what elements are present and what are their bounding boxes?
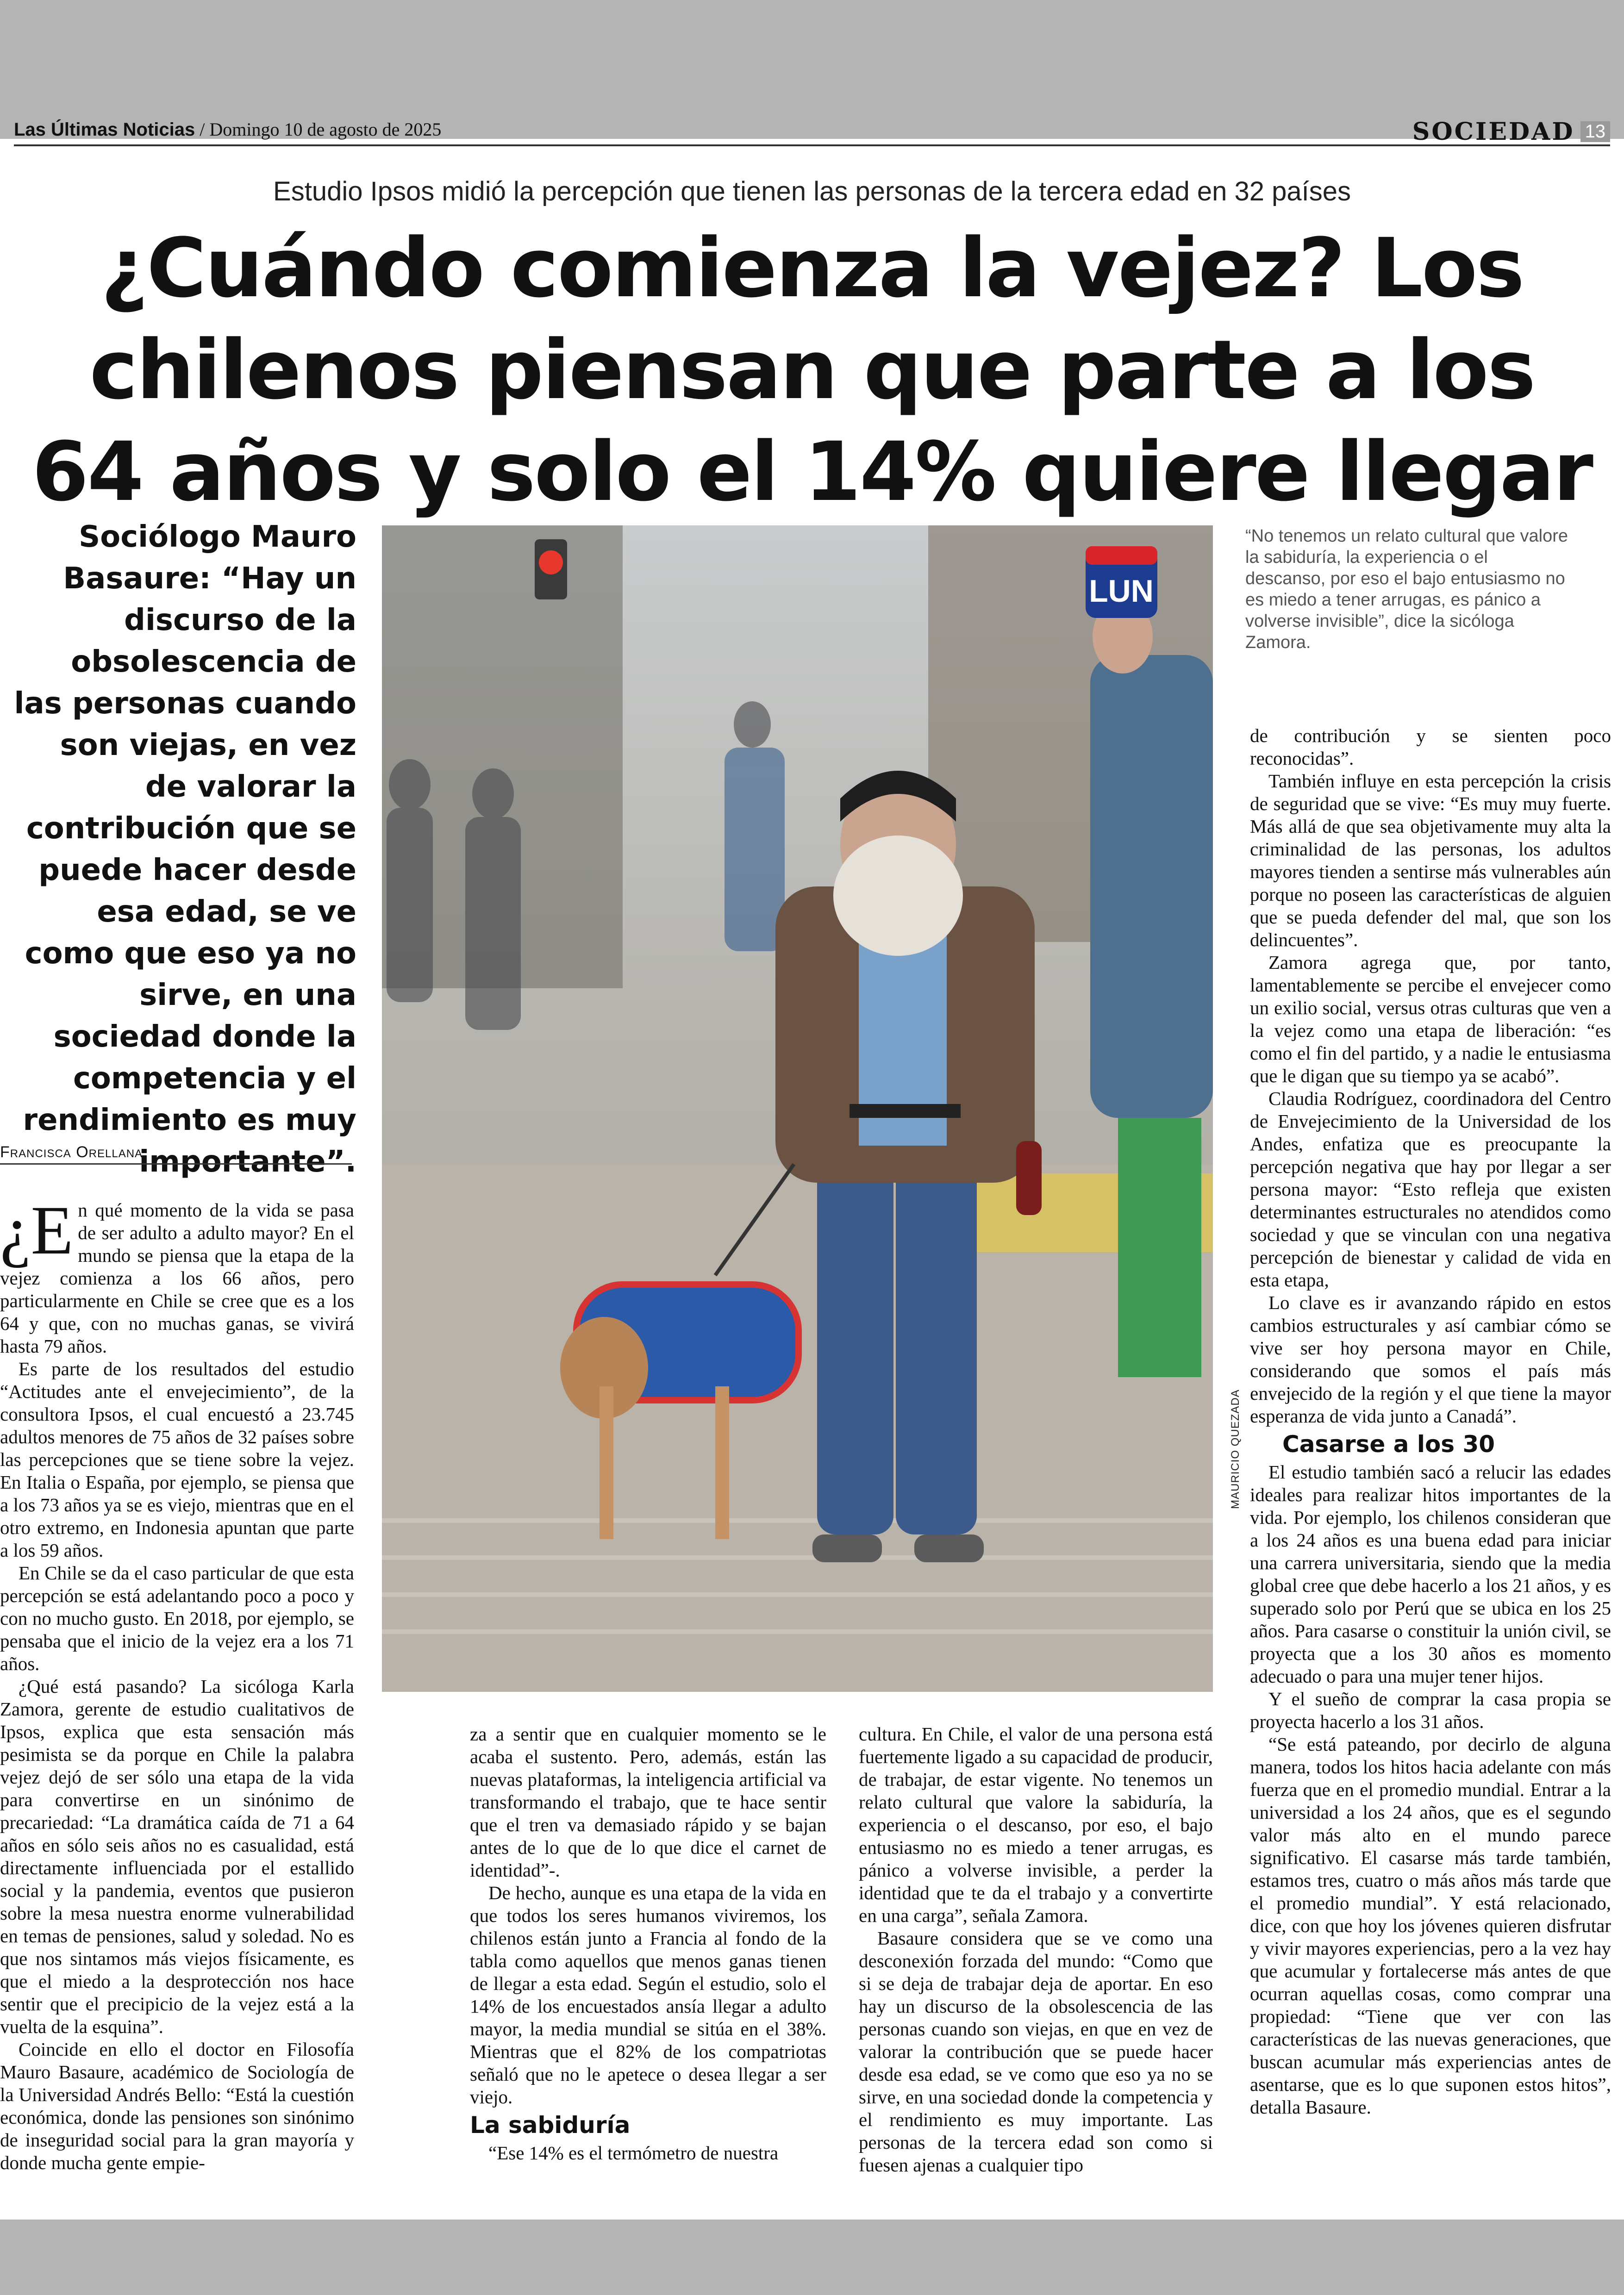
lun-logo-band	[1086, 546, 1157, 565]
masthead-right	[1412, 118, 1610, 146]
paragraph: de contribución y se sienten poco reconocidas”.	[1250, 725, 1611, 769]
paragraph: Es parte de los resultados del estudio “Actitudes ante el envejecimiento”, de la consultora Ipsos, el cual encuestó a 23.745 adultos menores de 75 años de 32 países sobre las percepciones que se tiene sobre la vejez. En Italia o España, por ejemplo, se piensa que a los 73 años ya se es viejo, mientras que en el otro extremo, en Indonesia apuntan que parte a los 59 años.	[0, 1358, 354, 1561]
issue-date: Domingo 10 de agosto de 2025	[209, 119, 442, 140]
photo-caption: “No tenemos un relato cultural que valore la sabiduría, la experiencia o el descanso, por eso el bajo entusiasmo no es miedo a tener arrugas, es pánico a volverse invisible”, dice la sicóloga Zamora.	[1245, 526, 1568, 652]
drop-cap: ¿E	[0, 1192, 74, 1269]
paragraph: Y el sueño de comprar la casa propia se proyecta hacerlo a los 31 años.	[1250, 1688, 1611, 1732]
paragraph: Basaure considera que se ve como una desconexión forzada del mundo: “Como que si se deja de trabajar deja de aportar. En eso hay un discurso de la obsolescencia de las personas cuando son viejas, en que en vez de valorar la contribución que se puede hacer desde esa edad, se ve como que eso ya no se sirve, en una sociedad donde la competencia y el rendimiento es muy importante. Las personas de la tercera edad son como si fuesen ajenas a cualquier tipo	[859, 1927, 1213, 2176]
dog-back-leg	[715, 1386, 729, 1539]
paragraph: El estudio también sacó a relucir las edades ideales para realizar hitos importantes de la vida. Por ejemplo, los chilenos consideran que a los 24 años es una buena edad para iniciar una carrera universitaria, siendo que la media global cree que debe hacerlo a los 21 años, y es superado solo por Perú que se ubica en los 25 años. Para casarse o constituir la unión civil, se proyecta que a los 30 años es momento adecuado o para una mujer tener hijos.	[1250, 1461, 1611, 1687]
byline-rule	[0, 1143, 352, 1165]
main-photo	[382, 525, 1213, 1692]
headline: ¿Cuándo comienza la vejez? Los chilenos piensan que parte a los 64 años y solo el 14% quiere llegar	[32, 221, 1592, 519]
paragraph	[0, 1192, 354, 1358]
traffic-light-red	[539, 550, 563, 574]
paragraph: Claudia Rodríguez, coordinadora del Centro de Envejecimiento de la Universidad de los Andes, enfatiza que es preocupante la percepción negativa que hay por llegar a ser persona mayor: “Esto refleja que existen determinantes estructurales no atendidos como sociedad y que se vinculan con una negativa percepción de bienestar y calidad de vida en esta etapa,	[1250, 1088, 1611, 1291]
byline: Francisca Orellana	[0, 1143, 143, 1161]
section-name: SOCIEDAD	[1412, 118, 1575, 146]
paragraph: En Chile se da el caso particular de que esta percepción se está adelantando poco a poco y con no mucho gusto. En 2018, por ejemplo, se pensaba que el inicio de la vejez era a los 71 años.	[0, 1562, 354, 1674]
man-beard	[833, 836, 963, 956]
paragraph: Coincide en ello el doctor en Filosofía Mauro Basaure, académico de Sociología de la Universidad Andrés Bello: “Está la cuestión económica, donde las pensiones son sinónimo de inseguridad social para la gran mayoría y donde mucha gente empie-	[0, 2039, 354, 2173]
soda-bottle	[1016, 1141, 1042, 1215]
lun-logo-text: LUN	[1089, 574, 1154, 609]
paper-name: Las Últimas Noticias	[14, 119, 195, 140]
subhead: La sabiduría	[470, 2112, 631, 2139]
subhead: Casarse a los 30	[1282, 1431, 1495, 1458]
paragraph: Zamora agrega que, por tanto, lamentablemente se percibe el envejecer como un exilio social, versus otras culturas que ven a la vejez como una etapa de liberación: “es como el fin del partido, y a nadie le entusiasma que le digan que su tiempo ya se acabó”.	[1250, 952, 1611, 1086]
paragraph: Lo clave es ir avanzando rápido en estos cambios estructurales y así cambiar cómo se vive ser hoy persona mayor en Chile, considerando que somos el país más envejecido de la región y el que tiene la mayor esperanza de vida junto a Canadá”.	[1250, 1292, 1611, 1427]
paragraph-text: n qué momento de la vida se pasa de ser adulto a adulto mayor? En el mundo se piensa que la etapa de la vejez comienza a los 66 años, pero particularmente en Chile se cree que es a los 64 y que, con no muchas ganas, se vivirá hasta 79 años.	[0, 1199, 354, 1357]
man-belt	[849, 1104, 961, 1118]
man-right-shoe	[914, 1534, 984, 1562]
page-number: 13	[1580, 121, 1611, 142]
kicker: Estudio Ipsos midió la percepción que tienen las personas de la tercera edad en 32 países	[273, 176, 1351, 206]
paragraph: De hecho, aunque es una etapa de la vida en que todos los seres humanos viviremos, los chilenos están junto a Francia al fondo de la tabla como aquellos que menos ganas tienen de llegar a esta edad. Según el estudio, solo el 14% de los encuestados ansía llegar a adulto mayor, la media mundial se sitúa en el 38%. Mientras que el 82% de los compatriotas señaló que no le apetece o desea llegar a ser viejo.	[470, 1882, 826, 2108]
man-left-leg	[817, 1164, 893, 1534]
article-column-2	[470, 1723, 826, 2164]
paragraph: cultura. En Chile, el valor de una persona está fuertemente ligado a su capacidad de producir, de trabajar, de estar vigente. No tenemos un relato cultural que valore la sabiduría, la experiencia o el descanso, por eso, el bajo entusiasmo no es miedo a tener arrugas, es pánico a volverse invisible, a perder la identidad que te da el trabajo y a convertirte en una carga”, señala Zamora.	[859, 1723, 1213, 1926]
masthead-left: Las Últimas Noticias / Domingo 10 de agosto de 2025	[14, 119, 442, 140]
paragraph: También influye en esta percepción la crisis de seguridad que se vive: “Es muy muy fuerte. Más allá de que sea objetivamente muy alta la criminalidad de las personas, los adultos mayores tienden a sentirse más vulnerables aún porque no poseen las características de alguien que se pueda defender del mal, que son los delincuentes”.	[1250, 770, 1611, 950]
man-left-shoe	[812, 1534, 882, 1562]
photo-illustration	[382, 525, 1213, 1692]
article-column-1	[0, 1192, 354, 2174]
photo-credit: MAURICIO QUEZADA	[1229, 1389, 1242, 1509]
article-column-3	[859, 1723, 1213, 2177]
pull-quote: Sociólogo Mauro Basaure: “Hay un discurso de la obsolescencia de las personas cuando son viejas, en vez de valorar la contribución que se puede hacer desde esa edad, se ve como que eso ya no sirve, en una sociedad donde la competencia y el rendimiento es muy importante”.	[14, 520, 356, 1179]
bottom-gray-band	[0, 2220, 1624, 2295]
paragraph: “Ese 14% es el termómetro de nuestra	[488, 2142, 779, 2164]
paragraph: “Se está pateando, por decirlo de alguna manera, todos los hitos hacia adelante con más fuerza que en el promedio mundial. Entrar a la universidad a los 24 años, que es el segundo valor más alto en el mundo parece significativo. El casarse más tarde también, estamos tres, cuatro o más años más tarde que el promedio mundial”. Y está relacionado, dice, con que hoy los jóvenes quieren disfrutar y vivir mayores experiencias, pero a la vez hay que acumular y fortalecerse más antes de que ocurran aquellas cosas, como comprar una propiedad: “Tiene que ver con las características de las nuevas generaciones, que buscan acumular más experiencias antes de asentarse, que es lo que suponen estos hitos”, detalla Basaure.	[1250, 1734, 1611, 2118]
masthead	[14, 118, 1610, 146]
paragraph: ¿Qué está pasando? La sicóloga Karla Zamora, gerente de estudio cualitativos de Ipsos, explica que esta sensación más pesimista se da porque en Chile la palabra vejez dejó de ser sólo una etapa de la vida para convertirse en un sinónimo de precariedad: “La dramática caída de 71 a 64 años en sólo seis años no es casualidad, está directamente influenciada por el estallido social y la pandemia, eventos que pusieron sobre la mesa nuestra enorme vulnerabilidad en temas de pensiones, salud y soledad. No es que nos sintamos más viejos físicamente, es que el miedo a la desprotección nos hace sentir que el precipicio de la vejez está a la vuelta de la esquina”.	[0, 1676, 354, 2037]
article-column-4	[1250, 724, 1611, 2119]
paragraph: za a sentir que en cualquier momento se le acaba el sustento. Pero, además, están las nuevas plataformas, la inteligencia artificial va transformando el trabajo, que te hace sentir que el tren va demasiado rápido y se bajan antes de lo que de lo que dice el carnet de identidad”-.	[470, 1723, 826, 1881]
dog-front-leg	[600, 1386, 613, 1539]
man-right-leg	[896, 1164, 977, 1534]
